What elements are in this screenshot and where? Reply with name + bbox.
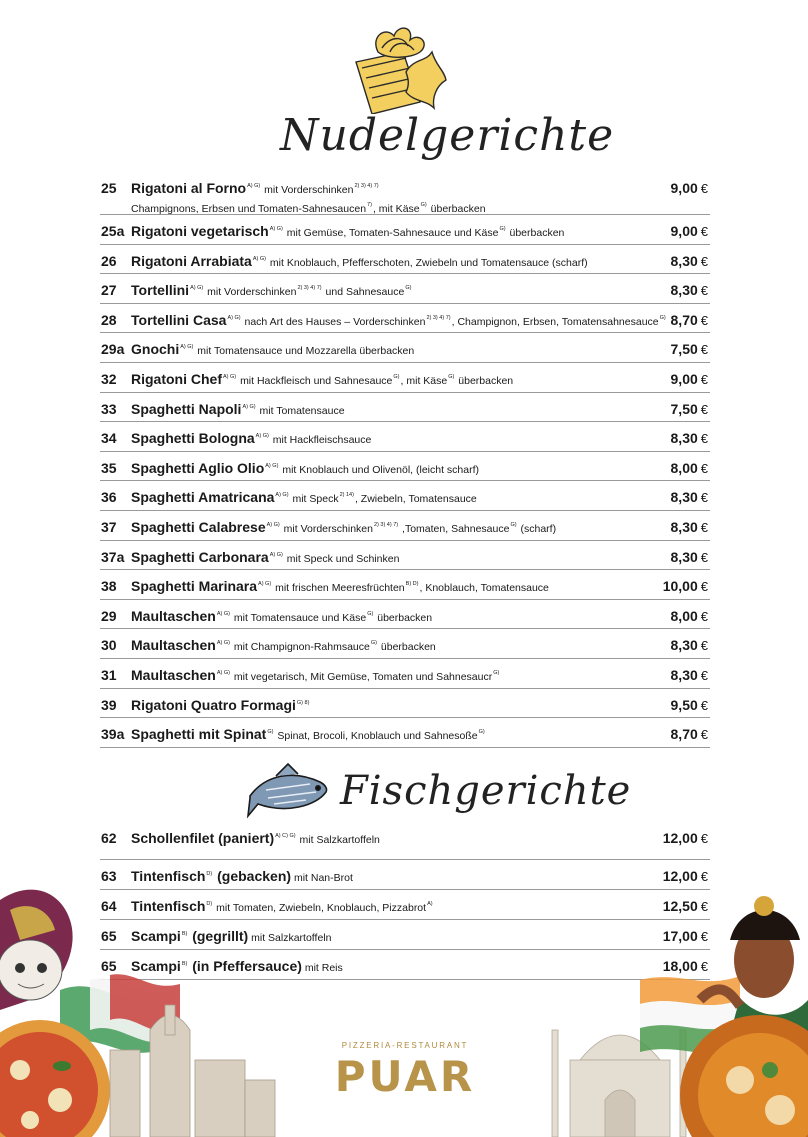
dish-name: Gnochi [131, 341, 180, 358]
dish-description: mit Salzkartoffeln [299, 834, 380, 846]
menu-row [100, 570, 710, 600]
dish-name: Tortellini [131, 282, 190, 299]
menu-row [100, 274, 710, 304]
dish-number: 34 [101, 430, 117, 447]
dish-number: 62 [101, 830, 117, 846]
dish-number: 65 [101, 958, 117, 974]
allergen-code: A) G) [216, 640, 230, 647]
dish-number: 33 [101, 400, 117, 417]
price-value: 8,30 [670, 282, 698, 299]
dish-price [671, 341, 708, 357]
dish-number: 36 [101, 489, 117, 506]
dish-description: mit Vorderschinken [283, 522, 373, 535]
currency-symbol: € [700, 727, 708, 743]
dish-name: Maultaschen [131, 607, 216, 624]
dish-description: nach Art des Hauses – Vorderschinken [244, 315, 426, 328]
dish-price [671, 401, 708, 417]
allergen-code: D) [206, 901, 213, 907]
dish-name: Spaghetti Napoli [131, 400, 242, 417]
dish-number: 25 [101, 180, 117, 196]
menu-row [100, 363, 710, 393]
currency-symbol: € [700, 224, 708, 239]
menu-row [100, 541, 710, 571]
price-value: 18,00 [662, 958, 698, 974]
dish-name: Schollenfilet (paniert) [131, 830, 275, 846]
allergen-code: A) C) G) [275, 833, 296, 839]
allergen-code: B) [181, 961, 188, 967]
dish-text [131, 180, 640, 216]
allergen-code: A) G) [180, 344, 194, 351]
allergen-code: G) [367, 610, 374, 617]
dish-price [671, 519, 708, 535]
menu-row [100, 215, 710, 245]
price-value: 7,50 [670, 341, 698, 358]
allergen-code: A) G) [247, 183, 261, 189]
price-value: 12,50 [662, 898, 698, 914]
dish-name: Rigatoni Chef [131, 370, 222, 387]
price-value: 17,00 [662, 928, 698, 944]
dish-description: mit Reis [304, 962, 343, 974]
currency-symbol: € [700, 959, 708, 974]
dish-description: mit Tomatensauce [259, 404, 345, 417]
dish-price [671, 608, 708, 624]
price-value: 10,00 [662, 578, 698, 595]
dish-description: mit Vorderschinken [207, 286, 297, 299]
dish-price [671, 180, 708, 196]
dish-name-suffix: (gegrillt) [188, 928, 249, 944]
currency-symbol: € [700, 929, 708, 944]
dish-text [131, 253, 640, 270]
pasta-illustration-icon [348, 22, 448, 114]
allergen-code: A) G) [227, 314, 241, 321]
allergen-code: G) [420, 202, 427, 208]
dish-description: , Champignon, Erbsen, Tomatensahnesauce [451, 315, 659, 328]
dish-price [671, 253, 708, 269]
dish-text [131, 489, 640, 506]
menu-row [100, 452, 710, 482]
dish-description: mit Hackfleisch und Sahnesauce [240, 374, 393, 387]
currency-symbol: € [700, 869, 708, 884]
currency-symbol: € [700, 899, 708, 914]
dish-number: 37a [101, 548, 125, 565]
dish-text [131, 282, 640, 299]
currency-symbol: € [700, 283, 708, 299]
dish-description: mit Champignon-Rahmsauce [233, 641, 370, 654]
dish-text [131, 519, 640, 536]
dish-text [131, 608, 640, 625]
allergen-code: A) G) [269, 226, 283, 232]
pasta-section-title: Nudelgerichte [280, 110, 615, 161]
currency-symbol: € [700, 549, 708, 565]
dish-price [671, 637, 708, 653]
dish-number: 38 [101, 578, 117, 595]
dish-number: 29a [101, 341, 125, 358]
currency-symbol: € [700, 667, 708, 683]
price-value: 8,30 [670, 489, 698, 506]
price-value: 12,00 [662, 868, 698, 884]
currency-symbol: € [700, 371, 708, 387]
price-value: 8,30 [670, 430, 698, 447]
dish-text [131, 223, 640, 240]
dish-description: mit Speck [292, 493, 339, 506]
dish-description: mit Knoblauch, Pfefferschoten, Zwiebeln und Tomatensauce (scharf) [269, 256, 588, 269]
dish-description: überbacken [374, 611, 433, 624]
dish-number: 29 [101, 607, 117, 624]
allergen-code: G) [405, 285, 412, 292]
price-value: 8,30 [670, 666, 698, 683]
allergen-code: G) [493, 669, 500, 676]
price-value: 7,50 [670, 400, 698, 417]
currency-symbol: € [700, 181, 708, 196]
dish-number: 63 [101, 868, 117, 884]
dish-text [131, 401, 640, 418]
price-value: 8,00 [670, 459, 698, 476]
currency-symbol: € [700, 519, 708, 535]
dish-name-suffix: (in Pfeffersauce) [188, 958, 302, 974]
dish-description: mit Speck und Schinken [286, 552, 400, 565]
dish-number: 25a [101, 223, 125, 239]
allergen-code: B) [181, 931, 188, 937]
allergen-code: G) 8) [296, 699, 310, 706]
dish-text [131, 430, 640, 447]
dish-number: 31 [101, 666, 117, 683]
dish-description: (scharf) [517, 522, 557, 535]
dish-description: mit frischen Meeresfrüchten [275, 582, 405, 595]
dish-name: Spaghetti mit Spinat [131, 726, 267, 743]
dish-name: Tintenfisch [131, 868, 206, 884]
dish-name: Spaghetti Calabrese [131, 518, 266, 535]
dish-description-line2 [131, 199, 640, 216]
dish-text [131, 667, 640, 684]
currency-symbol: € [700, 490, 708, 506]
price-value: 8,70 [670, 726, 698, 743]
dish-text [131, 460, 640, 477]
dish-description: mit Hackfleischsauce [272, 434, 372, 447]
allergen-code: 7) [367, 202, 372, 208]
dish-description: mit Gemüse, Tomaten-Sahnesauce und Käse [286, 227, 499, 239]
allergen-code: 2) 3) 4) 7) [426, 314, 451, 321]
menu-row [100, 245, 710, 275]
allergen-code: 2) 3) 4) 7) [297, 285, 322, 292]
dish-price [663, 830, 708, 846]
price-value: 9,00 [670, 180, 698, 196]
allergen-code: A) G) [275, 492, 289, 499]
allergen-code: G) [499, 226, 506, 232]
currency-symbol: € [700, 697, 708, 713]
allergen-code: G) [448, 373, 455, 380]
allergen-code: G) [370, 640, 377, 647]
allergen-code: A) [427, 901, 433, 907]
dish-description: , Zwiebeln, Tomatensauce [354, 493, 477, 506]
currency-symbol: € [700, 431, 708, 447]
allergen-code: B) D) [405, 581, 419, 588]
dish-description: mit Tomatensauce und Käse [233, 611, 367, 624]
allergen-code: A) G) [223, 373, 237, 380]
dish-name: Spaghetti Marinara [131, 578, 258, 595]
restaurant-subtitle: PIZZERIA-RESTAURANT [341, 1041, 469, 1050]
allergen-code: G) [478, 729, 485, 736]
dish-name: Spaghetti Bologna [131, 430, 255, 447]
dish-name: Spaghetti Amatricana [131, 489, 275, 506]
dish-number: 39a [101, 726, 125, 743]
allergen-code: D) [206, 871, 213, 877]
fish-section-title: Fischgerichte [340, 768, 632, 814]
dish-name: Rigatoni Arrabiata [131, 252, 252, 269]
dish-number: 37 [101, 518, 117, 535]
allergen-code: A) G) [258, 581, 272, 588]
dish-number: 26 [101, 252, 117, 269]
allergen-code: A) G) [216, 669, 230, 676]
dish-name-suffix: (gebacken) [213, 868, 292, 884]
allergen-code: G) [659, 314, 666, 321]
restaurant-logo: PUAR [334, 1052, 476, 1101]
allergen-code: A) G) [190, 285, 204, 292]
allergen-code: A) G) [255, 433, 269, 440]
dish-name: Scampi [131, 928, 181, 944]
currency-symbol: € [700, 608, 708, 624]
allergen-code: A) G) [242, 403, 256, 410]
allergen-code: G) [393, 373, 400, 380]
dish-number: 65 [101, 928, 117, 944]
allergen-code: G) [510, 521, 517, 528]
dish-price [671, 489, 708, 505]
dish-description: , mit Käse [400, 374, 448, 387]
menu-row [100, 304, 710, 334]
currency-symbol: € [700, 460, 708, 476]
dish-text [131, 830, 640, 847]
allergen-code: G) [267, 729, 274, 736]
currency-symbol: € [700, 312, 708, 328]
price-value: 12,00 [662, 830, 698, 846]
allergen-code: A) G) [216, 610, 230, 617]
menu-row [100, 830, 710, 860]
dish-description: überbacken [506, 227, 565, 239]
price-value: 8,30 [670, 252, 698, 269]
menu-row [100, 600, 710, 630]
dish-number: 30 [101, 637, 117, 654]
menu-row [100, 689, 710, 719]
currency-symbol: € [700, 253, 708, 269]
dish-name: Tintenfisch [131, 898, 206, 914]
price-value: 9,00 [670, 223, 698, 239]
menu-row [100, 659, 710, 689]
dish-name: Rigatoni al Forno [131, 180, 247, 196]
dish-description: überbacken [455, 374, 514, 387]
price-value: 9,00 [670, 370, 698, 387]
dish-text [131, 311, 666, 329]
dish-number: 27 [101, 282, 117, 299]
dish-description: mit vegetarisch, Mit Gemüse, Tomaten und Sahnesaucr [233, 670, 493, 683]
price-value: 8,30 [670, 518, 698, 535]
dish-price [663, 578, 708, 594]
dish-description: mit Tomatensauce und Mozzarella überbacken [197, 345, 415, 358]
menu-row [100, 511, 710, 541]
dish-price [671, 223, 708, 239]
pasta-menu [100, 180, 710, 748]
price-value: 8,70 [670, 311, 698, 328]
currency-symbol: € [700, 401, 708, 417]
price-value: 9,50 [670, 696, 698, 713]
allergen-code: 2) 14) [339, 492, 354, 499]
dish-price [671, 312, 708, 328]
menu-row [100, 718, 710, 748]
dish-description: , Knoblauch, Tomatensauce [419, 582, 549, 595]
price-value: 8,00 [670, 607, 698, 624]
menu-row [100, 393, 710, 423]
dish-description: mit Knoblauch und Olivenöl, (leicht scharf) [282, 463, 480, 476]
dish-description: mit Nan-Brot [293, 872, 353, 884]
dish-number: 28 [101, 311, 117, 328]
currency-symbol: € [700, 831, 708, 846]
dish-price [671, 726, 708, 742]
dish-description: mit Salzkartoffeln [251, 932, 332, 944]
menu-row [100, 481, 710, 511]
dish-description: Spinat, Brocoli, Knoblauch und Sahnesoße [277, 730, 478, 743]
currency-symbol: € [700, 579, 708, 595]
dish-name: Tortellini Casa [131, 311, 227, 328]
currency-symbol: € [700, 638, 708, 654]
dish-number: 64 [101, 898, 117, 914]
allergen-code: A) G) [266, 521, 280, 528]
dish-text [131, 697, 640, 714]
allergen-code: 2) 3) 4) 7) [354, 183, 379, 189]
dish-price [671, 667, 708, 683]
dish-price [671, 430, 708, 446]
dish-description: und Sahnesauce [322, 286, 405, 299]
dish-text [131, 578, 640, 595]
dish-description: überbacken [427, 203, 486, 215]
dish-price [671, 549, 708, 565]
dish-price [671, 697, 708, 713]
dish-text [131, 371, 640, 388]
dish-number: 39 [101, 696, 117, 713]
allergen-code: A) G) [265, 462, 279, 469]
menu-row [100, 333, 710, 363]
dish-name: Rigatoni Quatro Formagi [131, 696, 296, 713]
menu-row [100, 422, 710, 452]
menu-row [100, 180, 710, 215]
dish-description: mit Tomaten, Zwiebeln, Knoblauch, Pizzabrot [216, 902, 427, 914]
allergen-code: A) G) [269, 551, 283, 558]
fish-illustration-icon [246, 760, 330, 822]
dish-description: ,Tomaten, Sahnesauce [399, 522, 510, 535]
dish-name: Spaghetti Aglio Olio [131, 459, 265, 476]
dish-description: Champignons, Erbsen und Tomaten-Sahnesaucen [131, 203, 367, 215]
dish-name: Rigatoni vegetarisch [131, 223, 269, 239]
dish-name: Maultaschen [131, 666, 216, 683]
price-value: 8,30 [670, 548, 698, 565]
dish-price [671, 371, 708, 387]
dish-text [131, 726, 640, 743]
currency-symbol: € [700, 342, 708, 358]
dish-text [131, 341, 640, 358]
allergen-code: A) G) [252, 255, 266, 262]
dish-number: 35 [101, 459, 117, 476]
dish-name: Scampi [131, 958, 181, 974]
allergen-code: 2) 3) 4) 7) [373, 521, 399, 528]
dish-description: mit Vorderschinken [264, 184, 354, 196]
dish-price [671, 460, 708, 476]
dish-price [671, 282, 708, 298]
dish-description: überbacken [377, 641, 436, 654]
dish-text [131, 549, 640, 566]
dish-name: Spaghetti Carbonara [131, 548, 269, 565]
dish-text [131, 637, 640, 654]
dish-description: , mit Käse [372, 203, 420, 215]
price-value: 8,30 [670, 637, 698, 654]
dish-number: 32 [101, 370, 117, 387]
menu-row [100, 629, 710, 659]
dish-name: Maultaschen [131, 637, 216, 654]
